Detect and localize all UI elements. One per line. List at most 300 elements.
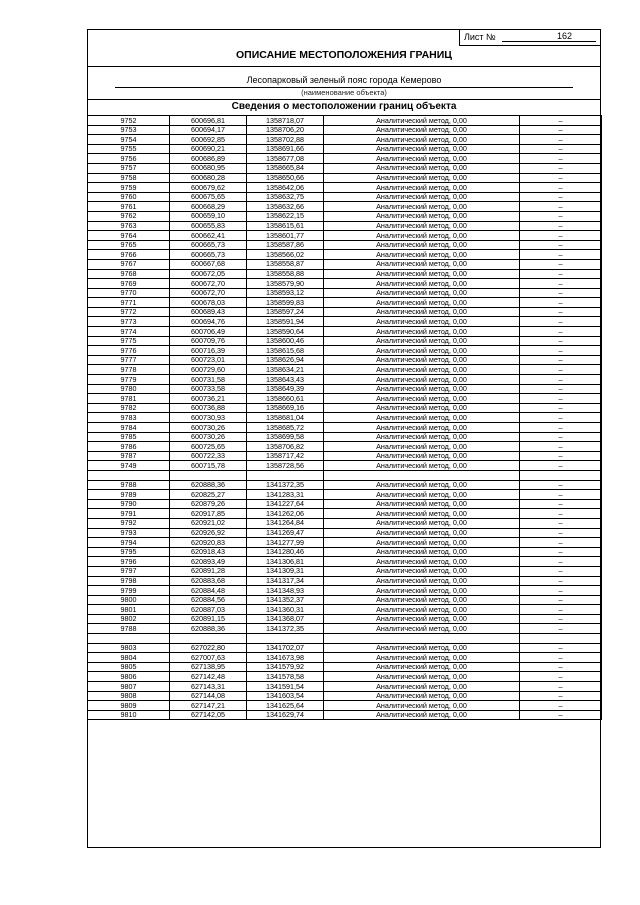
x-coordinate-cell: 600686,89: [170, 154, 247, 164]
description-cell: –: [520, 250, 602, 260]
table-row: [88, 653, 602, 663]
table-row: [88, 192, 602, 202]
description-cell: –: [520, 413, 602, 423]
x-coordinate-cell: [170, 470, 247, 480]
y-coordinate-cell: 1341603,54: [247, 691, 324, 701]
x-coordinate-cell: 600675,65: [170, 192, 247, 202]
x-coordinate-cell: 627138,95: [170, 662, 247, 672]
description-cell: –: [520, 365, 602, 375]
table-row: [88, 538, 602, 548]
point-number-cell: 9766: [88, 250, 170, 260]
table-row: [88, 240, 602, 250]
x-coordinate-cell: 600725,65: [170, 442, 247, 452]
y-coordinate-cell: 1341579,92: [247, 662, 324, 672]
y-coordinate-cell: 1341227,64: [247, 499, 324, 509]
point-number-cell: 9800: [88, 595, 170, 605]
x-coordinate-cell: 620887,03: [170, 605, 247, 615]
table-row: [88, 144, 602, 154]
x-coordinate-cell: 600733,58: [170, 384, 247, 394]
x-coordinate-cell: 627142,05: [170, 710, 247, 720]
method-accuracy-cell: Аналитический метод, 0,00: [324, 336, 520, 346]
x-coordinate-cell: 600690,21: [170, 144, 247, 154]
y-coordinate-cell: 1358615,61: [247, 221, 324, 231]
method-accuracy-cell: Аналитический метод, 0,00: [324, 528, 520, 538]
y-coordinate-cell: [247, 634, 324, 644]
table-row: [88, 595, 602, 605]
description-cell: –: [520, 653, 602, 663]
x-coordinate-cell: 600736,88: [170, 403, 247, 413]
x-coordinate-cell: 600662,41: [170, 231, 247, 241]
table-row: [88, 346, 602, 356]
point-number-cell: 9806: [88, 672, 170, 682]
table-row: [88, 499, 602, 509]
description-cell: –: [520, 336, 602, 346]
y-coordinate-cell: 1358685,72: [247, 423, 324, 433]
x-coordinate-cell: 620825,27: [170, 490, 247, 500]
x-coordinate-cell: 600672,70: [170, 288, 247, 298]
sheet-label: Лист №: [464, 32, 496, 42]
table-row: [88, 231, 602, 241]
y-coordinate-cell: 1358702,88: [247, 135, 324, 145]
method-accuracy-cell: Аналитический метод, 0,00: [324, 557, 520, 567]
point-number-cell: 9778: [88, 365, 170, 375]
table-row: [88, 470, 602, 480]
description-cell: –: [520, 538, 602, 548]
table-row: [88, 298, 602, 308]
table-row: [88, 375, 602, 385]
point-number-cell: 9770: [88, 288, 170, 298]
x-coordinate-cell: 600730,26: [170, 423, 247, 433]
x-coordinate-cell: 600678,03: [170, 298, 247, 308]
description-cell: –: [520, 231, 602, 241]
table-row: [88, 163, 602, 173]
y-coordinate-cell: 1341591,54: [247, 682, 324, 692]
point-number-cell: 9756: [88, 154, 170, 164]
description-cell: –: [520, 682, 602, 692]
section-divider: [88, 99, 600, 100]
point-number-cell: 9794: [88, 538, 170, 548]
y-coordinate-cell: 1358665,84: [247, 163, 324, 173]
method-accuracy-cell: Аналитический метод, 0,00: [324, 394, 520, 404]
point-number-cell: 9752: [88, 116, 170, 126]
table-row: [88, 211, 602, 221]
method-accuracy-cell: Аналитический метод, 0,00: [324, 403, 520, 413]
table-row: [88, 288, 602, 298]
table-row: [88, 355, 602, 365]
point-number-cell: 9781: [88, 394, 170, 404]
description-cell: –: [520, 279, 602, 289]
description-cell: –: [520, 672, 602, 682]
x-coordinate-cell: 620884,56: [170, 595, 247, 605]
description-cell: –: [520, 317, 602, 327]
x-coordinate-cell: 600736,21: [170, 394, 247, 404]
y-coordinate-cell: 1358660,61: [247, 394, 324, 404]
method-accuracy-cell: Аналитический метод, 0,00: [324, 624, 520, 634]
method-accuracy-cell: Аналитический метод, 0,00: [324, 566, 520, 576]
method-accuracy-cell: Аналитический метод, 0,00: [324, 710, 520, 720]
y-coordinate-cell: 1358626,94: [247, 355, 324, 365]
method-accuracy-cell: Аналитический метод, 0,00: [324, 211, 520, 221]
point-number-cell: 9784: [88, 423, 170, 433]
x-coordinate-cell: 600689,43: [170, 307, 247, 317]
method-accuracy-cell: Аналитический метод, 0,00: [324, 154, 520, 164]
point-number-cell: 9790: [88, 499, 170, 509]
y-coordinate-cell: 1358597,24: [247, 307, 324, 317]
x-coordinate-cell: 600680,28: [170, 173, 247, 183]
table-row: [88, 135, 602, 145]
x-coordinate-cell: 620888,36: [170, 624, 247, 634]
method-accuracy-cell: [324, 634, 520, 644]
point-number-cell: 9788: [88, 480, 170, 490]
table-row: [88, 432, 602, 442]
point-number-cell: 9799: [88, 586, 170, 596]
description-cell: –: [520, 384, 602, 394]
point-number-cell: 9787: [88, 451, 170, 461]
point-number-cell: 9788: [88, 624, 170, 634]
description-cell: –: [520, 375, 602, 385]
y-coordinate-cell: 1358615,68: [247, 346, 324, 356]
x-coordinate-cell: 600679,62: [170, 183, 247, 193]
sheet-number: 162: [556, 31, 572, 41]
x-coordinate-cell: 620920,83: [170, 538, 247, 548]
point-number-cell: 9755: [88, 144, 170, 154]
description-cell: –: [520, 528, 602, 538]
x-coordinate-cell: 600709,76: [170, 336, 247, 346]
description-cell: –: [520, 288, 602, 298]
description-cell: –: [520, 586, 602, 596]
x-coordinate-cell: 600722,33: [170, 451, 247, 461]
y-coordinate-cell: 1341673,98: [247, 653, 324, 663]
x-coordinate-cell: 600730,93: [170, 413, 247, 423]
point-number-cell: 9779: [88, 375, 170, 385]
method-accuracy-cell: Аналитический метод, 0,00: [324, 442, 520, 452]
y-coordinate-cell: 1341372,35: [247, 480, 324, 490]
method-accuracy-cell: Аналитический метод, 0,00: [324, 163, 520, 173]
description-cell: –: [520, 691, 602, 701]
x-coordinate-cell: [170, 634, 247, 644]
section-title: Сведения о местоположении границ объекта: [231, 101, 457, 112]
x-coordinate-cell: 600731,58: [170, 375, 247, 385]
description-cell: –: [520, 163, 602, 173]
method-accuracy-cell: Аналитический метод, 0,00: [324, 288, 520, 298]
description-cell: –: [520, 259, 602, 269]
point-number-cell: 9773: [88, 317, 170, 327]
x-coordinate-cell: 620883,68: [170, 576, 247, 586]
description-cell: –: [520, 643, 602, 653]
x-coordinate-cell: 600680,95: [170, 163, 247, 173]
point-number-cell: 9793: [88, 528, 170, 538]
method-accuracy-cell: Аналитический метод, 0,00: [324, 423, 520, 433]
description-cell: –: [520, 144, 602, 154]
y-coordinate-cell: 1341306,81: [247, 557, 324, 567]
y-coordinate-cell: 1358699,58: [247, 432, 324, 442]
y-coordinate-cell: 1341372,35: [247, 624, 324, 634]
y-coordinate-cell: 1341368,07: [247, 614, 324, 624]
y-coordinate-cell: 1358643,43: [247, 375, 324, 385]
point-number-cell: 9771: [88, 298, 170, 308]
y-coordinate-cell: 1358558,87: [247, 259, 324, 269]
y-coordinate-cell: 1341629,74: [247, 710, 324, 720]
y-coordinate-cell: 1341277,99: [247, 538, 324, 548]
point-number-cell: 9749: [88, 461, 170, 471]
point-number-cell: 9796: [88, 557, 170, 567]
x-coordinate-cell: 620921,02: [170, 518, 247, 528]
object-name-caption: (наименование объекта): [301, 88, 387, 97]
y-coordinate-cell: 1358632,75: [247, 192, 324, 202]
method-accuracy-cell: Аналитический метод, 0,00: [324, 384, 520, 394]
point-number-cell: 9767: [88, 259, 170, 269]
description-cell: –: [520, 327, 602, 337]
point-number-cell: [88, 470, 170, 480]
x-coordinate-cell: 600655,83: [170, 221, 247, 231]
point-number-cell: 9801: [88, 605, 170, 615]
table-row: [88, 403, 602, 413]
description-cell: [520, 470, 602, 480]
table-row: [88, 557, 602, 567]
method-accuracy-cell: Аналитический метод, 0,00: [324, 298, 520, 308]
table-row: [88, 528, 602, 538]
y-coordinate-cell: 1358681,04: [247, 413, 324, 423]
method-accuracy-cell: Аналитический метод, 0,00: [324, 701, 520, 711]
x-coordinate-cell: 600696,81: [170, 116, 247, 126]
y-coordinate-cell: 1358590,64: [247, 327, 324, 337]
table-row: [88, 394, 602, 404]
x-coordinate-cell: 620926,92: [170, 528, 247, 538]
point-number-cell: 9754: [88, 135, 170, 145]
x-coordinate-cell: 620891,15: [170, 614, 247, 624]
method-accuracy-cell: Аналитический метод, 0,00: [324, 240, 520, 250]
point-number-cell: 9760: [88, 192, 170, 202]
table-row: [88, 116, 602, 126]
point-number-cell: 9807: [88, 682, 170, 692]
description-cell: –: [520, 135, 602, 145]
x-coordinate-cell: 620918,43: [170, 547, 247, 557]
description-cell: –: [520, 211, 602, 221]
y-coordinate-cell: 1358593,12: [247, 288, 324, 298]
description-cell: [520, 634, 602, 644]
y-coordinate-cell: 1341625,64: [247, 701, 324, 711]
table-row: [88, 183, 602, 193]
method-accuracy-cell: Аналитический метод, 0,00: [324, 518, 520, 528]
table-row: [88, 259, 602, 269]
x-coordinate-cell: 600706,49: [170, 327, 247, 337]
y-coordinate-cell: 1341262,06: [247, 509, 324, 519]
y-coordinate-cell: 1358599,83: [247, 298, 324, 308]
point-number-cell: 9783: [88, 413, 170, 423]
y-coordinate-cell: 1358600,46: [247, 336, 324, 346]
method-accuracy-cell: Аналитический метод, 0,00: [324, 307, 520, 317]
coordinates-table: [87, 115, 602, 720]
y-coordinate-cell: 1358579,90: [247, 279, 324, 289]
y-coordinate-cell: 1358634,21: [247, 365, 324, 375]
y-coordinate-cell: 1341264,84: [247, 518, 324, 528]
y-coordinate-cell: 1358717,42: [247, 451, 324, 461]
method-accuracy-cell: Аналитический метод, 0,00: [324, 672, 520, 682]
table-row: [88, 682, 602, 692]
method-accuracy-cell: Аналитический метод, 0,00: [324, 682, 520, 692]
description-cell: –: [520, 566, 602, 576]
method-accuracy-cell: Аналитический метод, 0,00: [324, 413, 520, 423]
table-row: [88, 576, 602, 586]
x-coordinate-cell: 600694,76: [170, 317, 247, 327]
point-number-cell: 9753: [88, 125, 170, 135]
table-row: [88, 480, 602, 490]
table-row: [88, 250, 602, 260]
point-number-cell: 9809: [88, 701, 170, 711]
method-accuracy-cell: Аналитический метод, 0,00: [324, 192, 520, 202]
description-cell: –: [520, 307, 602, 317]
x-coordinate-cell: 600730,26: [170, 432, 247, 442]
point-number-cell: 9774: [88, 327, 170, 337]
table-row: [88, 701, 602, 711]
y-coordinate-cell: 1341578,58: [247, 672, 324, 682]
coordinates-table-body: [88, 116, 602, 720]
x-coordinate-cell: 600665,73: [170, 240, 247, 250]
table-row: [88, 221, 602, 231]
y-coordinate-cell: 1358642,06: [247, 183, 324, 193]
x-coordinate-cell: 600692,85: [170, 135, 247, 145]
y-coordinate-cell: 1341309,31: [247, 566, 324, 576]
description-cell: –: [520, 298, 602, 308]
description-cell: –: [520, 173, 602, 183]
method-accuracy-cell: Аналитический метод, 0,00: [324, 173, 520, 183]
table-row: [88, 547, 602, 557]
method-accuracy-cell: Аналитический метод, 0,00: [324, 135, 520, 145]
method-accuracy-cell: Аналитический метод, 0,00: [324, 499, 520, 509]
description-cell: –: [520, 154, 602, 164]
table-row: [88, 307, 602, 317]
table-row: [88, 154, 602, 164]
table-row: [88, 518, 602, 528]
y-coordinate-cell: 1358650,66: [247, 173, 324, 183]
method-accuracy-cell: Аналитический метод, 0,00: [324, 355, 520, 365]
table-row: [88, 327, 602, 337]
point-number-cell: 9777: [88, 355, 170, 365]
method-accuracy-cell: Аналитический метод, 0,00: [324, 538, 520, 548]
document-page: [87, 29, 601, 848]
x-coordinate-cell: 627147,21: [170, 701, 247, 711]
x-coordinate-cell: 620917,85: [170, 509, 247, 519]
coordinates-table-wrap: [88, 115, 600, 720]
point-number-cell: 9759: [88, 183, 170, 193]
point-number-cell: 9786: [88, 442, 170, 452]
description-cell: –: [520, 403, 602, 413]
method-accuracy-cell: Аналитический метод, 0,00: [324, 250, 520, 260]
method-accuracy-cell: Аналитический метод, 0,00: [324, 202, 520, 212]
table-row: [88, 710, 602, 720]
point-number-cell: 9804: [88, 653, 170, 663]
point-number-cell: 9763: [88, 221, 170, 231]
method-accuracy-cell: Аналитический метод, 0,00: [324, 269, 520, 279]
y-coordinate-cell: 1358632,66: [247, 202, 324, 212]
point-number-cell: 9768: [88, 269, 170, 279]
point-number-cell: 9782: [88, 403, 170, 413]
description-cell: –: [520, 221, 602, 231]
point-number-cell: 9757: [88, 163, 170, 173]
table-row: [88, 365, 602, 375]
table-row: [88, 614, 602, 624]
table-row: [88, 624, 602, 634]
y-coordinate-cell: 1341269,47: [247, 528, 324, 538]
description-cell: –: [520, 624, 602, 634]
description-cell: –: [520, 605, 602, 615]
x-coordinate-cell: 627142,48: [170, 672, 247, 682]
table-row: [88, 317, 602, 327]
y-coordinate-cell: 1341348,93: [247, 586, 324, 596]
object-name: Лесопарковый зеленый пояс города Кемерово: [246, 75, 442, 85]
method-accuracy-cell: Аналитический метод, 0,00: [324, 451, 520, 461]
point-number-cell: 9805: [88, 662, 170, 672]
method-accuracy-cell: Аналитический метод, 0,00: [324, 662, 520, 672]
description-cell: –: [520, 499, 602, 509]
x-coordinate-cell: 600665,73: [170, 250, 247, 260]
point-number-cell: 9764: [88, 231, 170, 241]
method-accuracy-cell: Аналитический метод, 0,00: [324, 586, 520, 596]
table-row: [88, 125, 602, 135]
table-row: [88, 643, 602, 653]
method-accuracy-cell: Аналитический метод, 0,00: [324, 547, 520, 557]
x-coordinate-cell: 600694,17: [170, 125, 247, 135]
x-coordinate-cell: 627143,31: [170, 682, 247, 692]
y-coordinate-cell: 1358669,16: [247, 403, 324, 413]
table-row: [88, 384, 602, 394]
x-coordinate-cell: 627144,08: [170, 691, 247, 701]
x-coordinate-cell: 600672,70: [170, 279, 247, 289]
y-coordinate-cell: 1358587,86: [247, 240, 324, 250]
title-divider: [88, 66, 600, 67]
y-coordinate-cell: 1358601,77: [247, 231, 324, 241]
y-coordinate-cell: 1358706,82: [247, 442, 324, 452]
point-number-cell: 9798: [88, 576, 170, 586]
description-cell: –: [520, 355, 602, 365]
description-cell: –: [520, 490, 602, 500]
description-cell: –: [520, 547, 602, 557]
method-accuracy-cell: Аналитический метод, 0,00: [324, 259, 520, 269]
method-accuracy-cell: Аналитический метод, 0,00: [324, 221, 520, 231]
point-number-cell: 9758: [88, 173, 170, 183]
method-accuracy-cell: [324, 470, 520, 480]
point-number-cell: 9792: [88, 518, 170, 528]
table-row: [88, 586, 602, 596]
method-accuracy-cell: Аналитический метод, 0,00: [324, 144, 520, 154]
point-number-cell: 9785: [88, 432, 170, 442]
table-row: [88, 442, 602, 452]
x-coordinate-cell: 627007,63: [170, 653, 247, 663]
method-accuracy-cell: Аналитический метод, 0,00: [324, 327, 520, 337]
table-row: [88, 490, 602, 500]
y-coordinate-cell: 1358566,02: [247, 250, 324, 260]
x-coordinate-cell: 600715,78: [170, 461, 247, 471]
method-accuracy-cell: Аналитический метод, 0,00: [324, 375, 520, 385]
y-coordinate-cell: 1358691,66: [247, 144, 324, 154]
method-accuracy-cell: Аналитический метод, 0,00: [324, 231, 520, 241]
x-coordinate-cell: 600667,68: [170, 259, 247, 269]
y-coordinate-cell: 1358677,08: [247, 154, 324, 164]
sheet-number-box: [459, 29, 601, 46]
description-cell: –: [520, 423, 602, 433]
table-row: [88, 173, 602, 183]
point-number-cell: 9761: [88, 202, 170, 212]
description-cell: –: [520, 614, 602, 624]
method-accuracy-cell: Аналитический метод, 0,00: [324, 595, 520, 605]
x-coordinate-cell: 620891,28: [170, 566, 247, 576]
description-cell: –: [520, 432, 602, 442]
method-accuracy-cell: Аналитический метод, 0,00: [324, 605, 520, 615]
y-coordinate-cell: 1358558,88: [247, 269, 324, 279]
x-coordinate-cell: 600668,29: [170, 202, 247, 212]
y-coordinate-cell: [247, 470, 324, 480]
x-coordinate-cell: 620893,49: [170, 557, 247, 567]
